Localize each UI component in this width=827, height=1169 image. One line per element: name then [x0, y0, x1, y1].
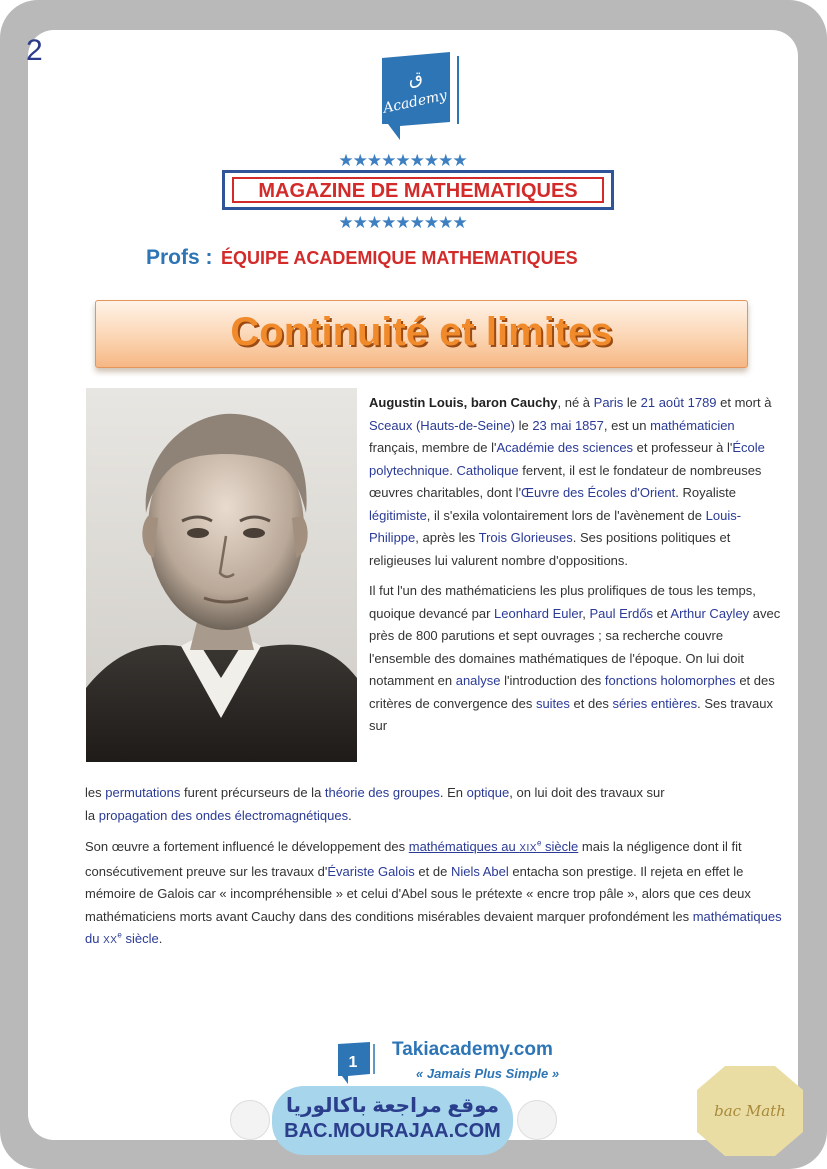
footer-logo — [336, 1040, 376, 1084]
link-galois[interactable]: Évariste Galois — [327, 863, 415, 879]
text: fervent, il est le fondateur de nombreuses œuvres charitables, dont l' — [369, 462, 762, 500]
link-series[interactable]: séries entières — [612, 695, 698, 711]
text: . Ses positions politiques et religieuses lui valurent nombre d'oppositions. — [369, 530, 731, 568]
text: e — [117, 930, 122, 940]
profs-name: ÉQUIPE ACADEMIQUE MATHEMATIQUES — [220, 248, 578, 268]
link-holomorphes[interactable]: fonctions holomorphes — [604, 673, 736, 688]
text: français, membre de l' — [369, 440, 497, 455]
text: et des — [569, 695, 613, 711]
arabic-label: موقع مراجعة باكالوريا — [285, 1095, 500, 1117]
text: siècle — [541, 839, 579, 854]
logo-text: Academy — [381, 87, 449, 117]
text: mais la négligence dont il fit consécutivement preuve sur les travaux d' — [85, 839, 742, 879]
text: . En — [439, 785, 467, 800]
chapter-title-box — [95, 300, 748, 368]
page-number: 2 — [26, 34, 43, 67]
text: . — [158, 931, 163, 946]
octagon-text: bac Math — [714, 1102, 786, 1120]
text: la — [85, 807, 99, 823]
link-optique[interactable]: optique — [466, 785, 510, 800]
link-death-date[interactable]: 23 mai 1857 — [532, 417, 604, 433]
text: . — [348, 807, 352, 823]
link-suites[interactable]: suites — [535, 695, 570, 711]
cauchy-name: Augustin Louis, baron Cauchy — [369, 395, 558, 410]
text: XIX — [519, 843, 537, 854]
text: mathématiques au — [408, 839, 520, 854]
text: . — [449, 462, 457, 478]
link-ecole[interactable]: École polytechnique — [369, 440, 765, 478]
text: le — [623, 395, 641, 410]
text: et de — [414, 863, 451, 879]
text: , il s'exila volontairement lors de l'avènement de — [426, 507, 706, 523]
stars-bottom: ★★★★★★★★★ — [338, 213, 467, 232]
text: . Royaliste — [675, 485, 736, 500]
link-birth-date[interactable]: 21 août 1789 — [640, 395, 717, 410]
text: Son œuvre a fortement influencé le développement des — [85, 839, 409, 854]
text: et des critères de convergence des — [369, 673, 775, 711]
right-badge-icon — [517, 1100, 557, 1140]
portrait-drawing — [86, 388, 357, 762]
text: siècle — [121, 931, 159, 946]
text: . Ses travaux sur — [369, 695, 773, 733]
link-erdos[interactable]: Paul Erdős — [589, 605, 654, 621]
left-badge-icon — [230, 1100, 270, 1140]
link-sceaux[interactable]: Sceaux (Hauts-de-Seine) — [369, 417, 515, 433]
link-groupes[interactable]: théorie des groupes — [324, 785, 440, 800]
text: l'introduction des — [500, 673, 605, 688]
cauchy-portrait — [86, 388, 357, 762]
bac-mourajaa-banner[interactable] — [272, 1086, 513, 1155]
link-louis-philippe[interactable]: Louis-Philippe — [369, 507, 742, 545]
text: les — [85, 785, 106, 800]
link-trois-glorieuses[interactable]: Trois Glorieuses — [478, 530, 573, 545]
text: entacha son prestige. Il rejeta en effet le mémoire de Galois car « incompréhensible » et celui d'Abel sous le prétexte « encre trop pâle », alors que ces deux mathématiciens morts avant Cauchy dans des conditions misérables devaient marquer profondément les — [85, 863, 751, 924]
profs-line — [146, 246, 578, 270]
text: Il fut l'un des mathématiciens les plus prolifiques de tous les temps, quoique devancé par — [369, 583, 756, 621]
footer-site[interactable]: Takiacademy.com — [392, 1039, 553, 1060]
article-intro — [369, 392, 781, 738]
text: , est un — [603, 417, 651, 433]
text: , après les — [415, 530, 479, 545]
text: e — [536, 838, 542, 848]
link-euler[interactable]: Leonhard Euler — [494, 605, 583, 621]
stars-top: ★★★★★★★★★ — [338, 151, 467, 170]
bac-site: BAC.MOURAJAA.COM — [284, 1120, 501, 1142]
text: , né à — [557, 395, 594, 410]
text: mathématiques du — [85, 908, 782, 946]
bac-math-octagon — [697, 1066, 803, 1156]
link-oeuvre[interactable]: Œuvre des Écoles d'Orient — [521, 485, 676, 500]
text: furent précurseurs de la — [180, 785, 325, 800]
link-academie[interactable]: Académie des sciences — [496, 440, 634, 455]
article-legacy — [85, 836, 785, 953]
text: et mort à — [716, 395, 772, 410]
paragraph-2-continued — [85, 782, 785, 827]
magazine-title: MAGAZINE DE MATHEMATIQUES — [232, 177, 604, 203]
link-permutations[interactable]: permutations — [105, 785, 181, 800]
paragraph-3 — [85, 836, 785, 953]
paragraph-1 — [369, 392, 781, 572]
text: XX — [103, 935, 118, 946]
profs-label: Profs : — [146, 246, 213, 269]
link-abel[interactable]: Niels Abel — [450, 863, 509, 879]
paragraph-2 — [369, 580, 781, 738]
footer-badge-number: 1 — [348, 1054, 358, 1071]
text: et professeur à l' — [633, 440, 733, 455]
link-cayley[interactable]: Arthur Cayley — [670, 605, 750, 621]
text: avec près de 800 parutions et sept ouvrages ; sa recherche couvre l'ensemble des domaines mathématiques de l'époque. On lui doit notamment en — [369, 605, 781, 688]
link-ondes[interactable]: propagation des ondes électromagnétiques — [98, 807, 349, 823]
svg-text:ق: ق — [409, 68, 423, 89]
text: et — [653, 605, 671, 621]
text: , on lui doit des travaux sur — [509, 785, 665, 800]
footer-slogan: « Jamais Plus Simple » — [416, 1066, 560, 1081]
link-analyse[interactable]: analyse — [455, 673, 501, 688]
text: le — [514, 417, 533, 433]
link-mathematicien[interactable]: mathématicien — [650, 417, 735, 433]
link-paris[interactable]: Paris — [593, 395, 624, 410]
academy-logo — [378, 50, 462, 142]
text: , — [582, 605, 590, 621]
link-catholique[interactable]: Catholique — [456, 462, 519, 478]
chapter-title: Continuité et limites — [230, 310, 613, 354]
link-math-19[interactable] — [409, 839, 579, 854]
article-continuation — [85, 782, 785, 827]
magazine-box — [222, 170, 614, 210]
link-legitimiste[interactable]: légitimiste — [369, 507, 427, 523]
